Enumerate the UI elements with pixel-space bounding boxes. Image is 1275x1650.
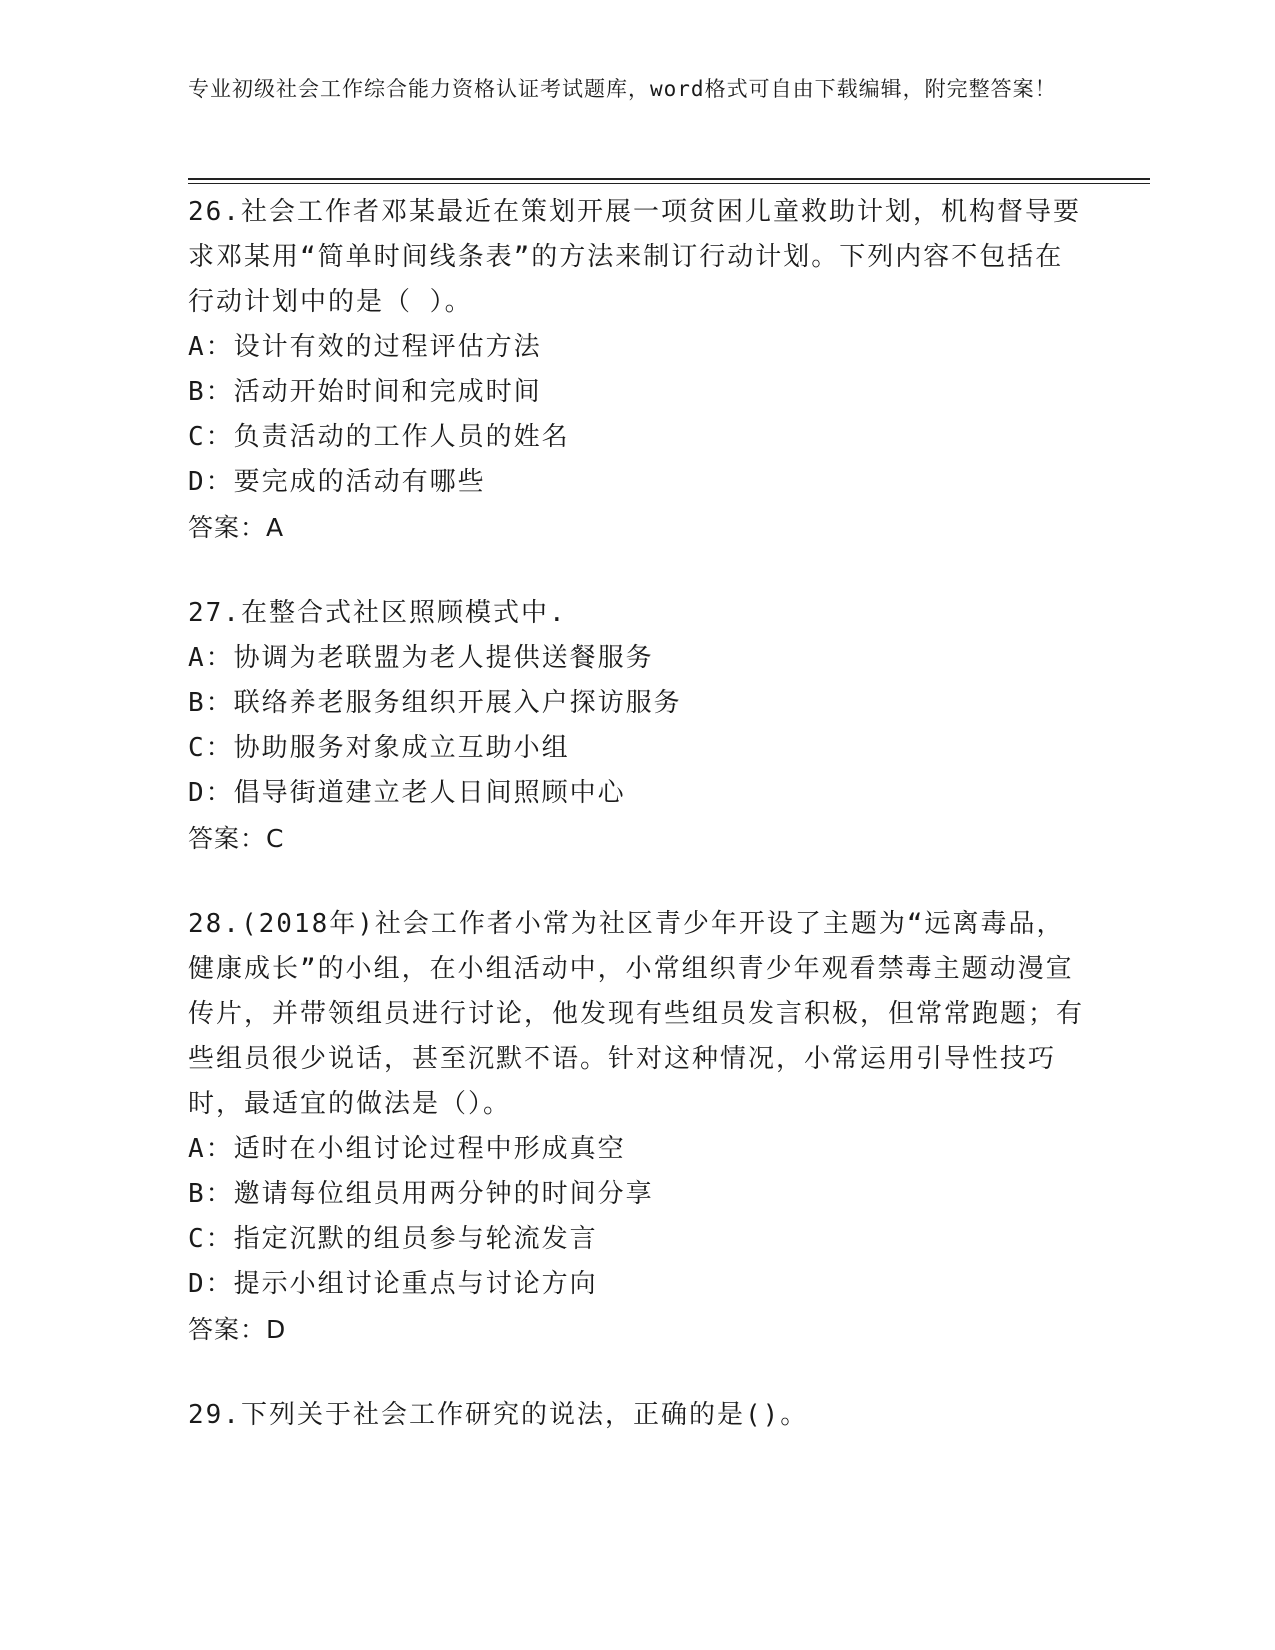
question-stem: 29.下列关于社会工作研究的说法，正确的是()。 <box>188 1400 809 1430</box>
header-divider-thin <box>188 183 1150 184</box>
question-stem: 27.在整合式社区照顾模式中. <box>188 598 567 628</box>
option-b: B：邀请每位组员用两分钟的时间分享 <box>188 1179 654 1209</box>
question-29 <box>188 1393 1088 1438</box>
answer-line: 答案：D <box>188 1315 287 1344</box>
answer-line: 答案：A <box>188 513 285 542</box>
question-26 <box>188 190 1088 551</box>
page-header: 专业初级社会工作综合能力资格认证考试题库，word格式可自由下载编辑，附完整答案！ <box>188 77 1057 101</box>
question-list <box>188 190 1088 1478</box>
option-d: D：提示小组讨论重点与讨论方向 <box>188 1269 598 1299</box>
option-a: A：设计有效的过程评估方法 <box>188 332 542 362</box>
option-d: D：倡导街道建立老人日间照顾中心 <box>188 778 626 808</box>
option-a: A：适时在小组讨论过程中形成真空 <box>188 1134 626 1164</box>
option-b: B：联络养老服务组织开展入户探访服务 <box>188 688 682 718</box>
option-a: A：协调为老联盟为老人提供送餐服务 <box>188 643 654 673</box>
question-28 <box>188 902 1088 1353</box>
option-c: C：协助服务对象成立互助小组 <box>188 733 570 763</box>
answer-line: 答案：C <box>188 824 285 853</box>
question-stem: 26.社会工作者邓某最近在策划开展一项贫困儿童救助计划，机构督导要求邓某用“简单时间线条表”的方法来制订行动计划。下列内容不包括在行动计划中的是（ ）。 <box>188 197 1081 317</box>
option-c: C：指定沉默的组员参与轮流发言 <box>188 1224 598 1254</box>
option-d: D：要完成的活动有哪些 <box>188 467 486 497</box>
question-27 <box>188 591 1088 862</box>
question-stem: 28.(2018年)社会工作者小常为社区青少年开设了主题为“远离毒品，健康成长”的小组，在小组活动中，小常组织青少年观看禁毒主题动漫宣传片，并带领组员进行讨论，他发现有些组员发言积极，但常常跑题；有些组员很少说话，甚至沉默不语。针对这种情况，小常运用引导性技巧时，最适宜的做法是（）。 <box>188 909 1085 1119</box>
option-b: B：活动开始时间和完成时间 <box>188 377 542 407</box>
option-c: C：负责活动的工作人员的姓名 <box>188 422 570 452</box>
header-divider <box>188 178 1150 180</box>
